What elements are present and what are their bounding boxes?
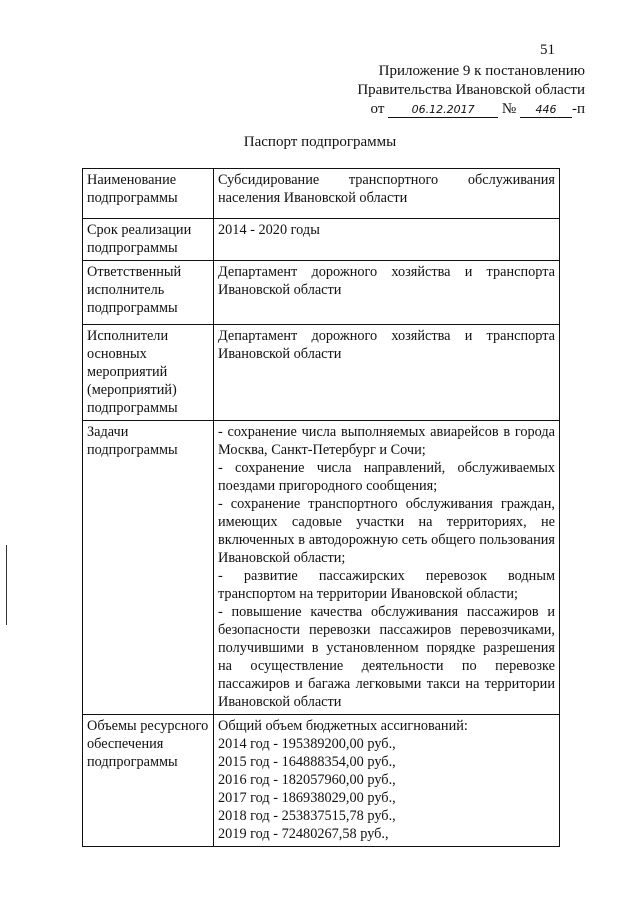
row-label: Срок реализации подпрограммы — [83, 219, 214, 261]
annex-number-label: № — [501, 101, 517, 117]
row-label: Ответственный исполнитель подпрограммы — [83, 261, 214, 325]
funding-year-line: 2014 год - 195389200,00 руб., — [218, 736, 396, 752]
funding-year-line: 2018 год - 253837515,78 руб., — [218, 808, 396, 824]
funding-year-line: 2015 год - 164888354,00 руб., — [218, 754, 396, 770]
document-title: Паспорт подпрограммы — [243, 134, 397, 150]
row-value: 2014 - 2020 годы — [214, 219, 560, 261]
table-row — [83, 169, 560, 219]
funding-year-line: 2017 год - 186938029,00 руб., — [218, 790, 396, 806]
funding-year-line: 2019 год - 72480267,58 руб., — [218, 826, 389, 842]
row-value: Субсидирование транспортного обслуживания населения Ивановской области — [214, 169, 560, 219]
task-item: - сохранение числа направлений, обслуживаемых поездами пригородного сообщения; — [218, 460, 555, 494]
annex-from-label: от — [370, 101, 385, 117]
table-row — [83, 715, 560, 847]
annex-header — [325, 62, 585, 119]
table-row — [83, 261, 560, 325]
table-row — [83, 219, 560, 261]
row-value: Департамент дорожного хозяйства и транспорта Ивановской области — [214, 325, 560, 421]
row-label: Наименование подпрограммы — [83, 169, 214, 219]
funding-cell — [214, 715, 560, 847]
annex-line-2: Правительства Ивановской области — [357, 82, 585, 98]
task-item: - сохранение числа выполняемых авиарейсов в города Москва, Санкт-Петербург и Сочи; — [218, 424, 555, 458]
annex-date-row — [325, 100, 585, 119]
task-item: - развитие пассажирских перевозок водным транспортом на территории Ивановской области; — [218, 568, 555, 602]
tasks-cell — [214, 421, 560, 715]
page-number: 51 — [540, 42, 555, 58]
table-row — [83, 421, 560, 715]
funding-year-line: 2016 год - 182057960,00 руб., — [218, 772, 396, 788]
annex-date-handwritten: 06.12.2017 — [388, 102, 498, 118]
row-label: Объемы ресурсного обеспечения подпрограммы — [83, 715, 214, 847]
annex-line-1: Приложение 9 к постановлению — [378, 63, 585, 79]
passport-table — [82, 168, 560, 847]
annex-number-handwritten: 446 — [520, 102, 572, 118]
margin-mark — [6, 545, 7, 625]
task-item: - сохранение транспортного обслуживания граждан, имеющих садовые участки на территориях, не включенных в автодорожную сеть общего пользования Ивановской области; — [218, 496, 555, 566]
annex-number-suffix: -п — [571, 101, 585, 117]
task-item: - повышение качества обслуживания пассажиров и безопасности перевозки пассажиров перевозчиками, получившими в установленном порядке разрешения на осуществление деятельности по перевозке пассажиров и багажа легковыми такси на территории Ивановской области — [218, 604, 555, 710]
table-row — [83, 325, 560, 421]
funding-header: Общий объем бюджетных ассигнований: — [218, 718, 468, 734]
row-label: Задачи подпрограммы — [83, 421, 214, 715]
row-value: Департамент дорожного хозяйства и транспорта Ивановской области — [214, 261, 560, 325]
row-label: Исполнители основных мероприятий (мероприятий) подпрограммы — [83, 325, 214, 421]
